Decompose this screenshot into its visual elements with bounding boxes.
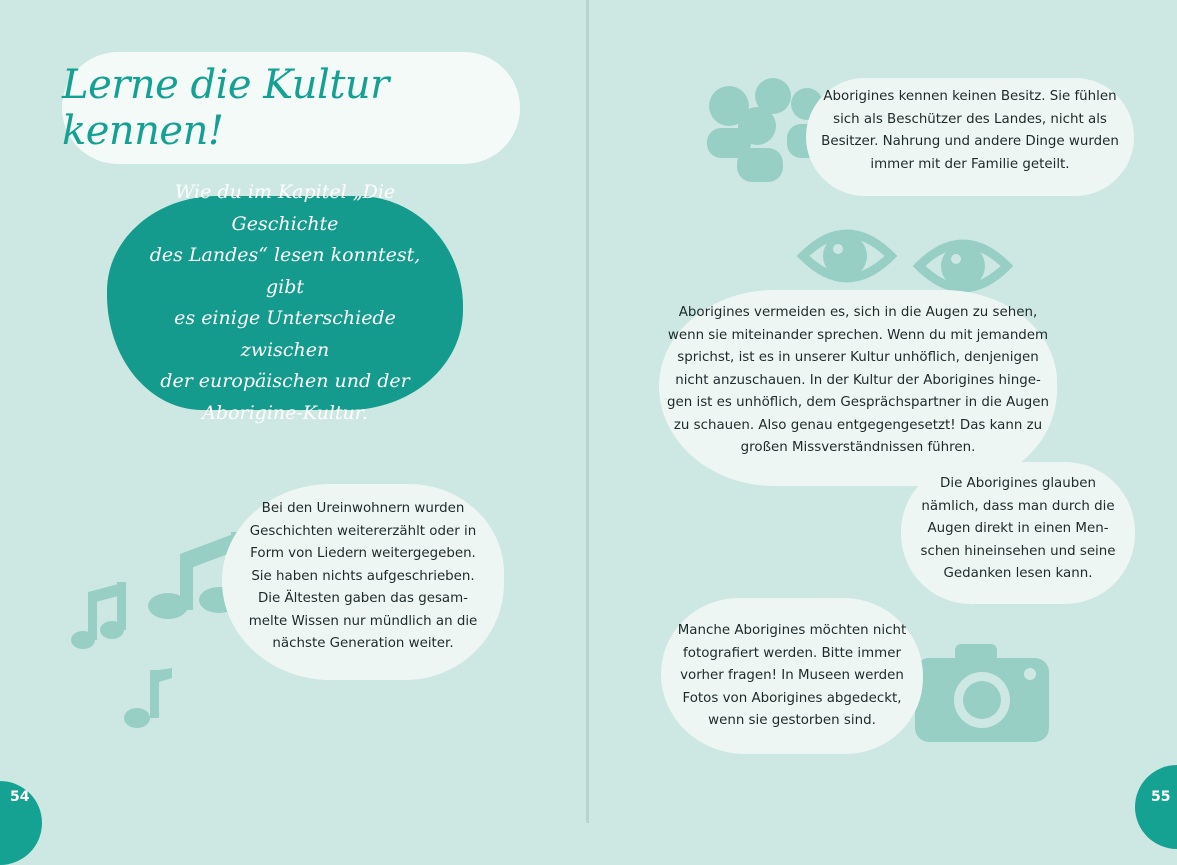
belief-line: nämlich, dass man durch die <box>921 498 1115 514</box>
eyes-bubble <box>659 290 1057 486</box>
intro-line: es einige Unterschiede zwischen <box>174 307 396 361</box>
stories-line: Geschichten weitererzählt oder in <box>249 523 477 539</box>
stories-line: melte Wissen nur mündlich an die <box>248 613 478 629</box>
intro-line: der europäischen und der <box>160 370 410 392</box>
intro-text <box>135 177 435 429</box>
camera-icon <box>915 644 1049 744</box>
possession-line: Besitzer. Nahrung und andere Dinge wurden <box>821 134 1119 149</box>
intro-bubble <box>107 181 463 424</box>
people-group-icon <box>703 74 823 186</box>
eyes-line: wenn sie miteinander sprechen. Wenn du mit jemandem <box>667 327 1049 343</box>
photo-bubble <box>661 598 923 754</box>
photo-line: Manche Aborigines möchten nicht <box>677 623 907 638</box>
photo-line: Fotos von Aborigines abgedeckt, <box>682 690 902 706</box>
eyes-line: sprichst, ist es in unserer Kultur unhöflich, denjenigen <box>677 350 1039 365</box>
eyes-line: Aborigines vermeiden es, sich in die Augen zu sehen, <box>678 305 1038 320</box>
eyes-line: gen ist es unhöflich, dem Gesprächspartner in die Augen <box>667 395 1049 410</box>
page-number-right: 55 <box>1135 765 1177 849</box>
eyes-line: großen Missverständnissen führen. <box>740 440 976 455</box>
photo-line: fotografiert werden. Bitte immer <box>683 645 901 661</box>
belief-line: schen hineinsehen und seine <box>920 543 1116 559</box>
possession-bubble <box>806 78 1134 196</box>
title-bubble <box>62 52 520 164</box>
belief-line: Gedanken lesen kann. <box>943 566 1093 581</box>
eyes-line: nicht anzuschauen. In der Kultur der Aborigines hinge- <box>675 372 1041 388</box>
intro-line: Wie du im Kapitel „Die Geschichte <box>174 181 396 235</box>
photo-line: vorher fragen! In Museen werden <box>680 668 904 683</box>
belief-line: Augen direkt in einen Men- <box>927 521 1109 536</box>
belief-bubble <box>901 462 1135 604</box>
intro-line: Aborigine-Kultur. <box>202 401 368 424</box>
right-page <box>589 0 1177 823</box>
page-title: Lerne die Kultur kennen! <box>62 62 389 154</box>
possession-line: immer mit der Familie geteilt. <box>870 156 1070 172</box>
stories-line: Die Ältesten gaben das gesam- <box>257 591 469 606</box>
belief-line: Die Aborigines glauben <box>940 476 1096 491</box>
possession-line: Aborigines kennen keinen Besitz. Sie fühlen <box>823 89 1117 104</box>
stories-line: Form von Liedern weitergegeben. <box>250 546 476 561</box>
stories-line: Sie haben nichts aufgeschrieben. <box>251 568 475 584</box>
stories-line: Bei den Ureinwohnern wurden <box>261 501 465 516</box>
intro-line: des Landes“ lesen konntest, gibt <box>149 244 421 298</box>
page-number-left: 54 <box>0 781 42 865</box>
left-page <box>0 0 586 823</box>
stories-bubble <box>222 484 504 680</box>
possession-line: sich als Beschützer des Landes, nicht als <box>833 111 1107 127</box>
stories-line: nächste Generation weiter. <box>272 636 454 651</box>
photo-line: wenn sie gestorben sind. <box>708 713 876 728</box>
eyes-line: zu schauen. Also genau entgegengesetzt! Das kann zu <box>673 417 1043 433</box>
